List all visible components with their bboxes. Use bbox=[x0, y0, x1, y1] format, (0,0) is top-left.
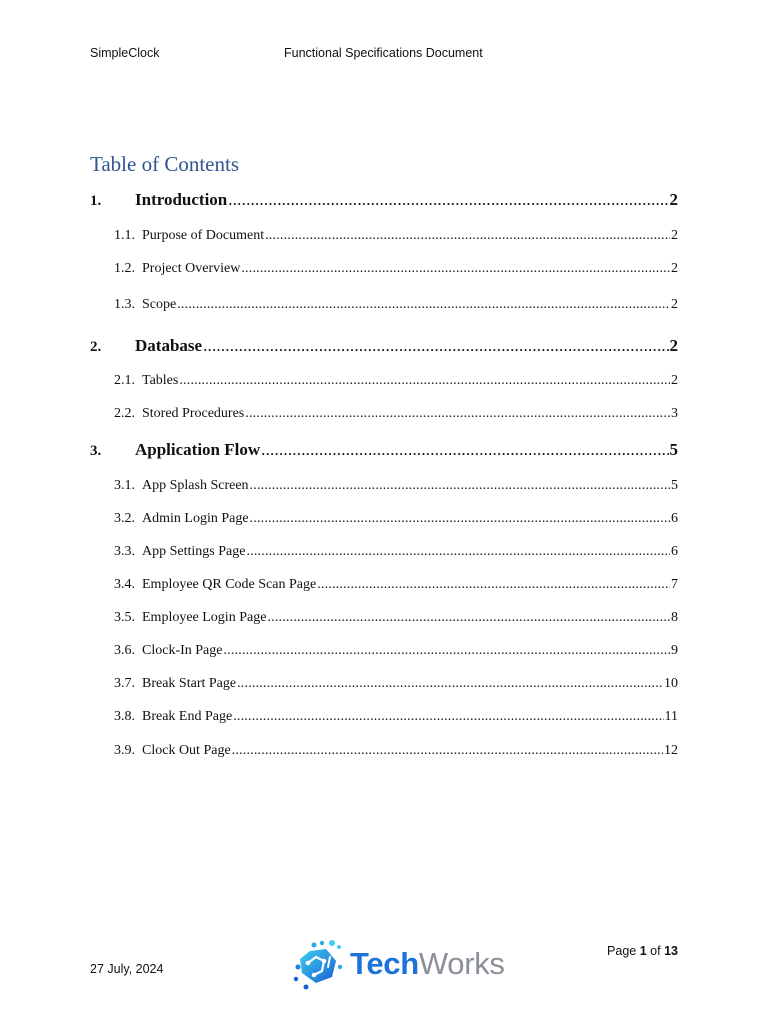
toc-dot-leader bbox=[317, 577, 670, 593]
toc-dot-leader bbox=[233, 709, 663, 725]
toc-entry-page: 9 bbox=[671, 643, 678, 658]
toc-dot-leader bbox=[250, 478, 670, 494]
toc-dot-leader bbox=[245, 406, 670, 422]
toc-entry-break-end-page[interactable] bbox=[90, 709, 678, 731]
toc-entry-app-splash-screen[interactable] bbox=[90, 478, 678, 500]
page-header bbox=[90, 46, 678, 64]
toc-dot-leader bbox=[265, 228, 670, 244]
toc-title: Table of Contents bbox=[90, 152, 239, 176]
toc-entry-page: 2 bbox=[671, 297, 678, 312]
toc-entry-number: 3.8. bbox=[114, 709, 135, 724]
toc-entry-title: Purpose of Document bbox=[142, 228, 265, 243]
toc-entry-application-flow[interactable] bbox=[90, 440, 678, 462]
toc-entry-page: 10 bbox=[664, 676, 678, 691]
toc-entry-database[interactable] bbox=[90, 336, 678, 358]
toc-entry-stored-procedures[interactable] bbox=[90, 406, 678, 428]
toc-entry-break-start-page[interactable] bbox=[90, 676, 678, 698]
toc-entry-title: Database bbox=[135, 336, 203, 355]
page-number bbox=[607, 944, 678, 958]
toc-dot-leader bbox=[237, 676, 663, 692]
toc-entry-number: 2.1. bbox=[114, 373, 135, 388]
toc-entry-admin-login-page[interactable] bbox=[90, 511, 678, 533]
toc-entry-clock-out-page[interactable] bbox=[90, 743, 678, 765]
toc-entry-page: 3 bbox=[671, 406, 678, 421]
logo-wordmark: TechWorks bbox=[350, 946, 505, 981]
toc-entry-app-settings-page[interactable] bbox=[90, 544, 678, 566]
footer-date: 27 July, 2024 bbox=[90, 962, 164, 976]
toc-entry-page: 11 bbox=[664, 709, 678, 724]
toc-entry-title: App Settings Page bbox=[142, 544, 246, 559]
toc-entry-page: 6 bbox=[671, 511, 678, 526]
toc-dot-leader bbox=[232, 743, 663, 759]
toc-entry-number: 2.2. bbox=[114, 406, 135, 421]
toc-dot-leader bbox=[267, 610, 670, 626]
toc-dot-leader bbox=[250, 511, 670, 527]
toc-entry-title: Application Flow bbox=[135, 440, 261, 459]
toc-entry-page: 2 bbox=[669, 336, 678, 355]
toc-entry-title: Break Start Page bbox=[142, 676, 237, 691]
toc-entry-title: Project Overview bbox=[142, 261, 241, 276]
header-doc-title: Functional Specifications Document bbox=[284, 46, 483, 60]
toc-dot-leader bbox=[177, 297, 670, 313]
page-number-current: 1 bbox=[639, 944, 647, 958]
toc-entry-clock-in-page[interactable] bbox=[90, 643, 678, 665]
toc-entry-title: Tables bbox=[142, 373, 179, 388]
toc-entry-employee-login-page[interactable] bbox=[90, 610, 678, 632]
toc-entry-number: 1.1. bbox=[114, 228, 135, 243]
toc-entry-page: 5 bbox=[671, 478, 678, 493]
toc-entry-tables[interactable] bbox=[90, 373, 678, 395]
circuit-hexagon-logo-icon bbox=[292, 937, 346, 991]
header-app-name: SimpleClock bbox=[90, 46, 160, 60]
toc-entry-number: 1. bbox=[90, 193, 102, 209]
toc-entry-title: Clock-In Page bbox=[142, 643, 223, 658]
toc-entry-title: App Splash Screen bbox=[142, 478, 249, 493]
page-number-of: of bbox=[650, 944, 661, 958]
toc-entry-number: 1.2. bbox=[114, 261, 135, 276]
toc-dot-leader bbox=[228, 190, 668, 210]
toc-entry-title: Stored Procedures bbox=[142, 406, 245, 421]
page-number-total: 13 bbox=[664, 944, 678, 958]
toc-entry-page: 2 bbox=[669, 190, 678, 209]
toc-entry-number: 3.9. bbox=[114, 743, 135, 758]
toc-entry-scope[interactable] bbox=[90, 297, 678, 319]
toc-entry-employee-qr-code-scan-page[interactable] bbox=[90, 577, 678, 599]
toc-entry-number: 1.3. bbox=[114, 297, 135, 312]
toc-dot-leader bbox=[261, 440, 668, 460]
toc-dot-leader bbox=[223, 643, 670, 659]
toc-entry-project-overview[interactable] bbox=[90, 261, 678, 283]
toc-entry-page: 2 bbox=[671, 261, 678, 276]
toc-entry-number: 3.6. bbox=[114, 643, 135, 658]
toc-entry-number: 3.2. bbox=[114, 511, 135, 526]
toc-entry-number: 3.4. bbox=[114, 577, 135, 592]
toc-entry-page: 2 bbox=[671, 373, 678, 388]
toc-dot-leader bbox=[179, 373, 670, 389]
toc-entry-title: Clock Out Page bbox=[142, 743, 231, 758]
toc-entry-page: 8 bbox=[671, 610, 678, 625]
toc-dot-leader bbox=[246, 544, 670, 560]
toc-entry-title: Introduction bbox=[135, 190, 228, 209]
toc-entry-number: 3.1. bbox=[114, 478, 135, 493]
techworks-logo bbox=[292, 936, 505, 992]
toc-entry-page: 2 bbox=[671, 228, 678, 243]
page-number-label: Page bbox=[607, 944, 637, 958]
toc-entry-page: 6 bbox=[671, 544, 678, 559]
toc-entry-title: Employee QR Code Scan Page bbox=[142, 577, 317, 592]
toc-entry-number: 3.7. bbox=[114, 676, 135, 691]
toc-entry-introduction[interactable] bbox=[90, 190, 678, 212]
toc-dot-leader bbox=[241, 261, 670, 277]
toc-entry-number: 3.3. bbox=[114, 544, 135, 559]
toc-dot-leader bbox=[203, 336, 668, 356]
toc-entry-number: 3.5. bbox=[114, 610, 135, 625]
toc-entry-page: 5 bbox=[669, 440, 678, 459]
toc-entry-title: Break End Page bbox=[142, 709, 233, 724]
toc-entry-number: 2. bbox=[90, 339, 102, 355]
toc-entry-page: 7 bbox=[671, 577, 678, 592]
toc-entry-title: Admin Login Page bbox=[142, 511, 249, 526]
toc-entry-page: 12 bbox=[664, 743, 678, 758]
toc-entry-title: Employee Login Page bbox=[142, 610, 267, 625]
toc-entry-title: Scope bbox=[142, 297, 177, 312]
toc-entry-purpose-of-document[interactable] bbox=[90, 228, 678, 250]
toc-entry-number: 3. bbox=[90, 443, 102, 459]
